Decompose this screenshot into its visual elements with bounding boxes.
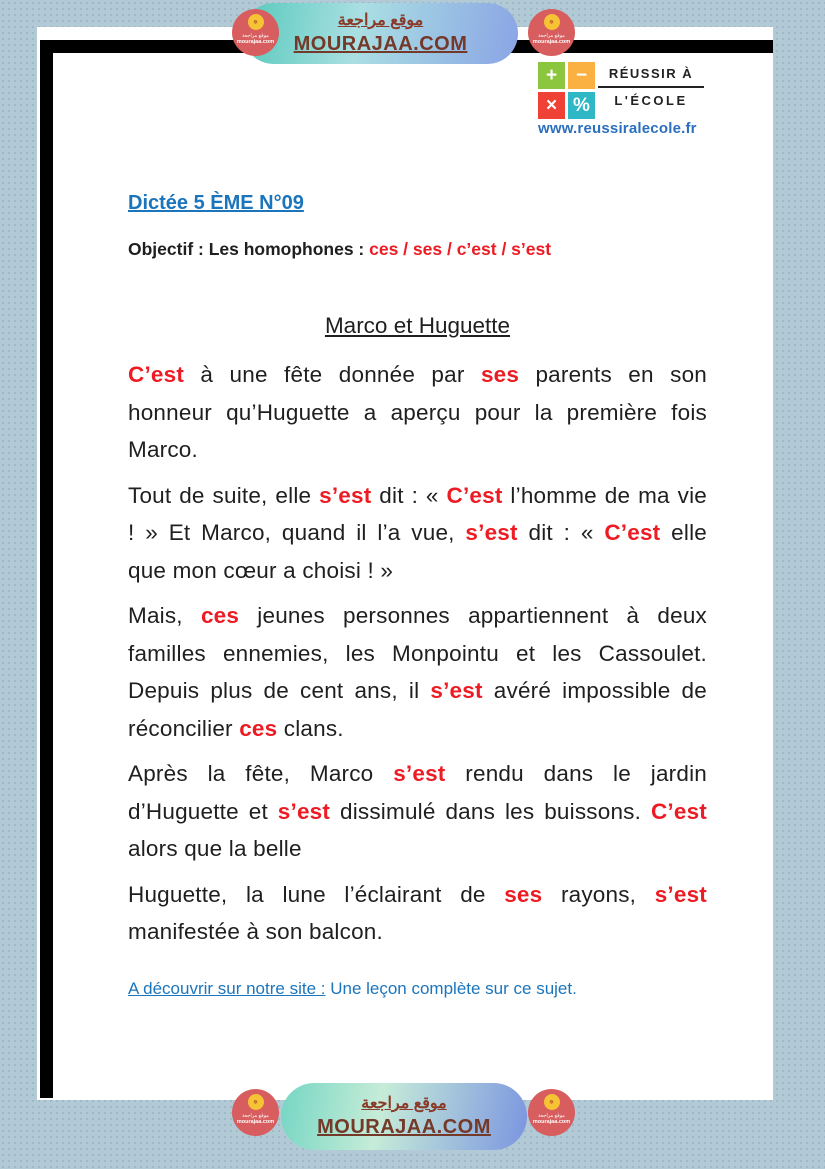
story-paragraph <box>128 597 707 747</box>
story-paragraph <box>128 755 707 868</box>
badge-site-label: mourajaa.com <box>532 39 571 45</box>
homophone-highlight: s’est <box>654 881 708 907</box>
top-banner[interactable] <box>243 3 518 64</box>
story-text: Depuis plus de cent ans, il <box>128 678 431 703</box>
site-badge-bottom-right <box>528 1089 575 1136</box>
story-text: jeunes personnes appartiennent à deux <box>239 603 707 628</box>
frame-left-bar <box>40 40 53 1098</box>
story-line <box>128 913 707 951</box>
site-footer-link[interactable]: A découvrir sur notre site : <box>128 978 326 998</box>
badge-arabic-label: موقع مراجعة <box>242 33 269 39</box>
homophone-highlight: C’est <box>128 362 185 387</box>
logo-wordmark <box>598 66 704 108</box>
story-line <box>128 431 707 469</box>
story-line <box>128 514 707 552</box>
story-text: Huguette, la lune l’éclairant de <box>128 881 505 907</box>
story-paragraphs <box>128 356 707 951</box>
story-paragraph <box>128 876 707 951</box>
story-text: rayons, <box>542 881 655 907</box>
story-text: elle <box>660 520 707 545</box>
homophone-highlight: ces <box>200 603 240 628</box>
story-text: réconcilier <box>128 715 240 741</box>
plus-icon: + <box>538 62 565 89</box>
minus-icon: − <box>568 62 595 89</box>
story-text: manifestée à son balcon. <box>128 919 383 944</box>
story-line <box>128 635 707 673</box>
story-text: familles ennemies, les Monpointu et les Cassoulet. <box>128 640 707 666</box>
homophone-highlight: ces <box>239 715 278 741</box>
story-text: Tout de suite, elle <box>128 482 320 508</box>
homophone-highlight: C’est <box>604 520 661 545</box>
story-text: parents en son <box>519 362 707 387</box>
site-badge-top-right <box>528 9 575 56</box>
bottom-banner[interactable] <box>281 1083 527 1150</box>
story-text: à une fête donnée par <box>184 362 481 387</box>
banner-arabic-link[interactable]: موقع مراجعة <box>337 12 424 29</box>
story-text: rendu dans le jardin <box>445 761 707 786</box>
homophone-highlight: s’est <box>430 678 483 703</box>
homophone-highlight: s’est <box>465 520 518 545</box>
story-paragraph <box>128 477 707 590</box>
story-line <box>128 477 707 515</box>
objective-line <box>128 239 707 260</box>
divide-icon: % <box>568 92 595 119</box>
badge-arabic-label: موقع مراجعة <box>538 1113 565 1119</box>
story-line <box>128 876 707 914</box>
story-text: dissimulé dans les buissons. <box>330 798 651 824</box>
badge-arabic-label: موقع مراجعة <box>242 1113 269 1119</box>
homophone-highlight: ses <box>480 362 520 387</box>
badge-site-label: mourajaa.com <box>236 1119 275 1125</box>
story-line <box>128 830 707 868</box>
story-text: alors que la belle <box>128 836 302 861</box>
story-text: honneur qu’Huguette a aperçu pour la première fois <box>128 399 707 425</box>
story-title: Marco et Huguette <box>324 313 511 338</box>
badge-site-label: mourajaa.com <box>532 1119 571 1125</box>
homophone-highlight: ses <box>504 881 543 907</box>
story-line <box>128 597 707 635</box>
story-line <box>128 793 707 831</box>
site-note-text: Une leçon complète sur ce sujet. <box>325 978 577 998</box>
story-text: Mais, <box>128 603 201 628</box>
story-line <box>128 710 707 748</box>
site-note <box>128 979 707 999</box>
story-line <box>128 552 707 590</box>
banner-site-link[interactable]: MOURAJAA.COM <box>317 1116 491 1138</box>
book-icon: ۞ <box>544 14 560 30</box>
story-text: l’homme de ma vie <box>502 482 707 508</box>
story-text: que mon cœur a choisi ! » <box>128 557 394 583</box>
math-operators-icon <box>538 62 595 119</box>
story-text: dit : « <box>371 482 447 508</box>
book-icon: ۞ <box>248 14 264 30</box>
objective-homophones: ces / ses / c’est / s’est <box>369 239 552 259</box>
story-text: Marco. <box>128 437 198 462</box>
story-text: d’Huguette et <box>128 798 278 824</box>
story-line <box>128 356 707 394</box>
homophone-highlight: s’est <box>319 482 372 508</box>
objective-label: Objectif : Les homophones : <box>128 239 370 259</box>
logo-line2: L'ÉCOLE <box>614 93 688 108</box>
story-text: ! » Et Marco, quand il l’a vue, <box>128 520 466 545</box>
logo-line1: RÉUSSIR À <box>598 66 704 88</box>
banner-site-link[interactable]: MOURAJAA.COM <box>293 33 468 55</box>
story-text: clans. <box>277 715 344 741</box>
story-line <box>128 394 707 432</box>
book-icon: ۞ <box>544 1094 560 1110</box>
story-line <box>128 755 707 793</box>
homophone-highlight: s’est <box>393 761 446 786</box>
worksheet-content <box>128 192 707 999</box>
book-icon: ۞ <box>248 1094 264 1110</box>
story-text: avéré impossible de <box>482 678 707 703</box>
story-paragraph <box>128 356 707 469</box>
story-line <box>128 672 707 710</box>
homophone-highlight: s’est <box>277 798 331 824</box>
story-text: dit : « <box>517 520 605 545</box>
site-badge-bottom-left <box>232 1089 279 1136</box>
homophone-highlight: C’est <box>446 482 503 508</box>
worksheet-title: Dictée 5 ÈME N°09 <box>128 192 304 214</box>
homophone-highlight: C’est <box>650 798 707 824</box>
badge-arabic-label: موقع مراجعة <box>538 33 565 39</box>
badge-site-label: mourajaa.com <box>236 39 275 45</box>
logo-url-link[interactable]: www.reussiralecole.fr <box>538 120 697 137</box>
site-badge-top-left <box>232 9 279 56</box>
banner-arabic-link[interactable]: موقع مراجعة <box>361 1095 447 1112</box>
story-text: Après la fête, Marco <box>128 761 394 786</box>
multiply-icon: × <box>538 92 565 119</box>
